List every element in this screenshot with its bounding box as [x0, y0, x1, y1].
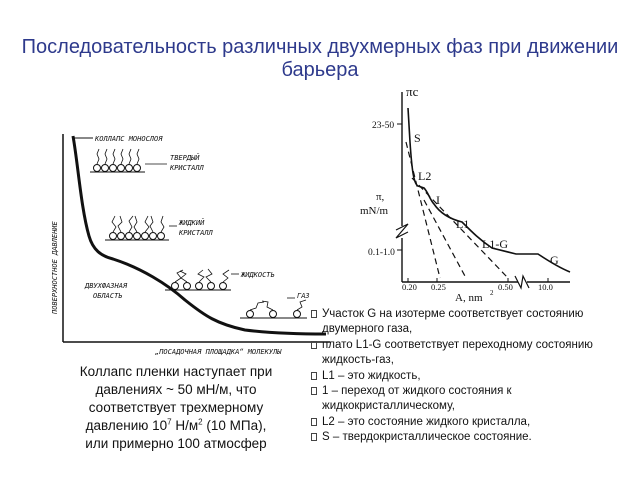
solid-crystal-molecules [90, 149, 145, 172]
note-item: L1 – это жидкость, [311, 369, 611, 384]
caption-line-3: соответствует трехмерному [88, 400, 264, 415]
y-label-unit: mN/m [360, 205, 389, 217]
x-tick-025: 0.25 [431, 282, 446, 292]
extrapolation-l2 [424, 200, 466, 278]
liquid-molecules [165, 269, 231, 290]
region-L1: L1 [456, 217, 470, 231]
y-axis-break [396, 224, 408, 238]
region-L1-G: L1-G [482, 237, 508, 251]
region-L2: L2 [418, 169, 432, 183]
note-item: Участок G на изотерме соответствует состоянию двумерного газа, [311, 307, 611, 338]
liquid-crystal-molecules [105, 216, 169, 240]
region-S: S [414, 131, 421, 145]
caption-line-5: или примерно 100 атмосфер [85, 436, 267, 451]
caption-line-4: давлению $10^7$ $Н/м^2$ (10 МПа), [85, 417, 267, 433]
x-axis-label: „ПОСАДОЧНАЯ ПЛОЩАДКА“ МОЛЕКУЛЫ [155, 348, 282, 356]
collapse-caption [56, 363, 296, 453]
monolayer-phases-diagram [45, 128, 330, 363]
y-axis-label: ПОВЕРХНОСТНОЕ ДАВЛЕНИЕ [51, 221, 59, 314]
two-phase-label-2: ОБЛАСТЬ [93, 292, 123, 300]
x-tick-050: 0.50 [498, 282, 513, 292]
solid-label-2: КРИСТАЛЛ [170, 164, 204, 172]
x-tick-100: 10.0 [538, 282, 553, 292]
note-item: S – твердокристаллическое состояние. [311, 430, 611, 445]
collapse-label: КОЛЛАПС МОНОСЛОЯ [95, 135, 163, 143]
note-item: L2 – это состояние жидкого кристалла, [311, 415, 611, 430]
region-I: I [436, 193, 440, 207]
caption-line-2: давлениях ~ 50 мН/м, что [95, 382, 257, 397]
solid-label-1: ТВЕРДЫЙ [170, 154, 200, 162]
y-range-top: 23-50 [372, 121, 395, 131]
page-title: Последовательность различных двухмерных фаз при движении барьера [21, 36, 619, 81]
gas-molecules [240, 300, 307, 318]
x-axis-label: A, nm [455, 292, 483, 304]
liquid-label: ЖИДКОСТЬ [241, 271, 275, 279]
gas-label: ГАЗ [297, 292, 310, 300]
pi-c-label: πc [406, 84, 419, 99]
region-G: G [550, 253, 559, 267]
note-item: плато L1-G соответствует переходному состоянию жидкость-газ, [311, 338, 611, 369]
y-label-pi: π, [376, 191, 385, 203]
y-range-low: 0.1-1.0 [368, 248, 395, 258]
two-phase-label-1: ДВУХФАЗНАЯ [85, 282, 128, 290]
liquid-crystal-label-1: ЖИДКИЙ [179, 219, 205, 227]
phase-notes-list [311, 307, 611, 446]
liquid-crystal-label-2: КРИСТАЛЛ [179, 229, 213, 237]
x-tick-020: 0.20 [402, 282, 417, 292]
caption-line-1: Коллапс пленки наступает при [79, 364, 273, 379]
note-item: 1 – переход от жидкого состояния к жидкокристаллическому, [311, 384, 611, 415]
pressure-area-isotherm [330, 82, 590, 304]
x-axis-label-sup: 2 [490, 289, 494, 297]
